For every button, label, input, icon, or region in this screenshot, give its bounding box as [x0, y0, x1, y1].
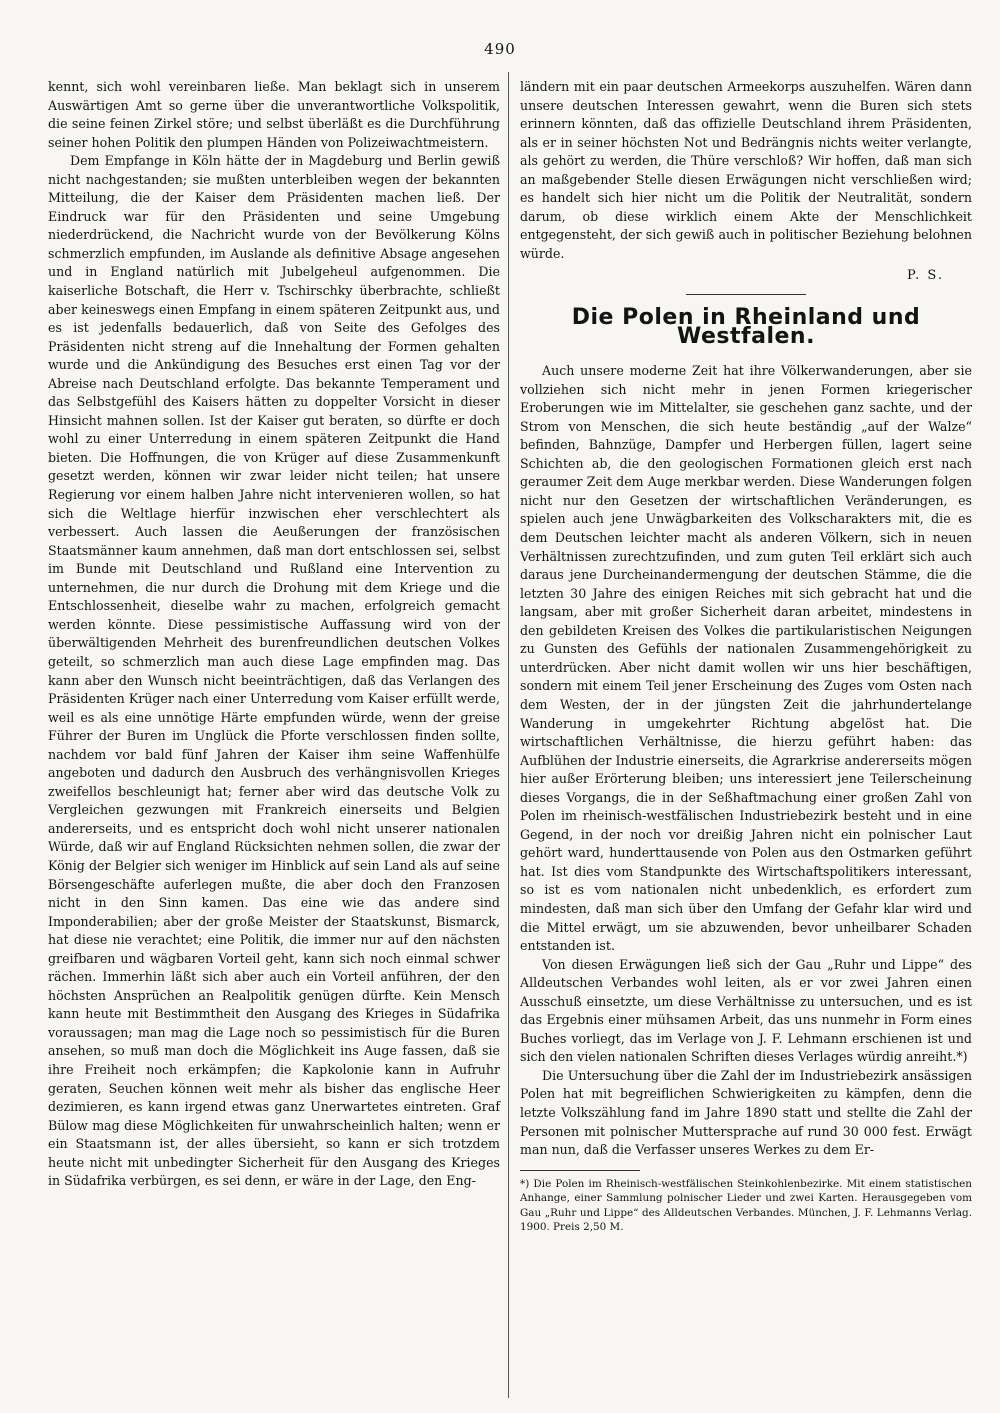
left-column — [48, 78, 500, 1191]
paragraph: Die Untersuchung über die Zahl der im Industriebezirk ansässigen Polen hat mit begreiflichen Schwierigkeiten zu kämpfen, denn die letzte Volkszählung fand im Jahre 1890 statt und stellte die Zahl der Personen mit polnischer Muttersprache auf rund 30 000 fest. Erwägt man nun, daß die Verfasser unseres Werkes zu dem Er- — [520, 1067, 972, 1158]
author-signature: P. S. — [907, 268, 944, 284]
right-column — [520, 78, 972, 1235]
paragraph: Dem Empfange in Köln hätte der in Magdeburg und Berlin gewiß nicht nachgestanden; sie mußten unterbleiben wegen der bekannten Mitteilung, die der Kaiser dem Präsidenten machen ließ. Der Eindruck war für den Präsidenten und seine Umgebung niederdrückend, die Nachricht wurde von der Bevölkerung Kölns schmerzlich empfunden, im Auslande als definitive Absage angesehen und in England natürlich mit Jubelgeheul aufgenommen. Die kaiserliche Botschaft, die Herr v. Tschirschky überbrachte, schließt aber keineswegs einen Empfang in einem späteren Zeitpunkt aus, und es ist jedenfalls bedauerlich, daß von Seite des Gefolges des Präsidenten nicht streng auf die Innehaltung der Formen gehalten wurde und die Ankündigung des Besuches erst einen Tag vor der Abreise nach Deutschland erfolgte. Das bekannte Temperament und das Selbstgefühl des Kaisers hätten zu doppelter Vorsicht in dieser Hinsicht mahnen sollen. Ist der Kaiser gut beraten, so dürfte er doch wohl zu einer Unterredung in einem späteren Zeitpunkt die Hand bieten. Die Hoffnungen, die von Krüger auf diese Zusammenkunft gesetzt werden, können wir zwar leider nicht teilen; hat unsere Regierung vor einem halben Jahre nicht intervenieren wollen, so hat sich die Weltlage hierfür inzwischen eher verschlechtert als verbessert. Auch lassen die Aeußerungen der französischen Staatsmänner kaum annehmen, daß man dort entschlossen sei, selbst im Bunde mit Deutschland und Rußland eine Intervention zu unternehmen, die nur durch die Drohung mit dem Kriege und die Entschlossenheit, dieselbe wahr zu machen, erfolgreich gemacht werden könnte. Diese pessimistische Auffassung wird von der überwältigenden Mehrheit des burenfreundlichen deutschen Volkes geteilt, so schmerzlich man auch diese Lage empfinden mag. Das kann aber den Wunsch nicht beeinträchtigen, daß das Verlangen des Präsidenten Krüger nach einer Unterredung vom Kaiser erfüllt werde, weil es als eine unnötige Härte empfunden würde, wenn der greise Führer der Buren im Unglück die Pforte verschlossen finden sollte, nachdem vor bald fünf Jahren der Kaiser ihm seine Waffenhülfe angeboten und dadurch den Ausbruch des verhängnisvollen Krieges zweifellos beschleunigt hat; ferner aber wird das deutsche Volk zu Vergleichen gezwungen mit Frankreich einerseits und Belgien andererseits, und es entspricht doch wohl nicht unserer nationalen Würde, daß wir auf England Rücksichten nehmen sollen, die zwar der König der Belgier sich weniger im Hinblick auf sein Land als auf seine Börsengeschäfte auferlegen mußte, die aber doch den Franzosen nicht in den Sinn kamen. Das eine wie das andere sind Imponderabilien; aber der große Meister der Staatskunst, Bismarck, hat diese nie verachtet; eine Politik, die immer nur auf den nächsten greifbaren und wägbaren Vorteil geht, kann sich noch einmal schwer rächen. Immerhin läßt sich aber auch ein Vorteil anführen, der den höchsten Ansprüchen an Realpolitik genügen dürfte. Kein Mensch kann heute mit Bestimmtheit den Ausgang des Krieges in Südafrika voraussagen; man mag die Lage noch so pessimistisch für die Buren ansehen, so muß man doch die Möglichkeit ins Auge fassen, daß sie ihre Freiheit noch erkämpfen; die Kapkolonie kann in Aufruhr geraten, Seuchen können weit mehr als bisher das englische Heer dezimieren, es kann irgend etwas ganz Unerwartetes eintreten. Graf Bülow mag diese Möglichkeiten für unwahrscheinlich halten; wenn er ein Staatsmann ist, der alles übersieht, so kann er sich trotzdem heute nicht mit unbedingter Sicherheit für den Ausgang des Krieges in Südafrika verbürgen, es sei denn, er wäre in der Lage, den Eng- — [48, 153, 500, 1189]
paragraph: kennt, sich wohl vereinbaren ließe. Man beklagt sich in unserem Auswärtigen Amt so gerne über die unverantwortliche Volkspolitik, die seine feinen Zirkel störe; und selbst überläßt es die Durchführung seiner hohen Politik den plumpen Händen von Polizeiwachtmeistern. — [48, 79, 500, 150]
footnote-rule — [520, 1170, 640, 1171]
paragraph: Auch unsere moderne Zeit hat ihre Völkerwanderungen, aber sie vollziehen sich nicht mehr in jenen Formen kriegerischer Eroberungen wie im Mittelalter, sie geschehen ganz sachte, und der Strom von Menschen, die sich heute beständig „auf der Walze“ befinden, Bahnzüge, Dampfer und Herbergen füllen, lagert seine Schichten ab, die den geologischen Formationen gleich erst nach geraumer Zeit dem Auge merkbar werden. Diese Wanderungen folgen nicht nur den Gesetzen der wirtschaftlichen Veränderungen, es spielen auch jene Unwägbarkeiten des Volkscharakters mit, die es dem Deutschen leichter macht als anderen Völkern, sich in neuen Verhältnissen zurechtzufinden, und zum guten Teil erklärt sich auch daraus jene Durcheinandermengung der deutschen Stämme, die die letzten 30 Jahre des einigen Reiches mit sich gebracht hat und die langsam, aber mit großer Sicherheit daran arbeitet, mindestens in den gebildeten Kreisen des Volkes die partikularistischen Neigungen zu Gunsten des Gefühls der nationalen Zusammengehörigkeit zu unterdrücken. Aber nicht damit wollen wir uns hier beschäftigen, sondern mit einem Teil jener Erscheinung des Zuges vom Osten nach dem Westen, der in der jüngsten Zeit die jahrhundertelange Wanderung in umgekehrter Richtung abgelöst hat. Die wirtschaftlichen Verhältnisse, die hierzu geführt haben: das Aufblühen der Industrie einerseits, die Agrarkrise andererseits mögen hier außer Erörterung bleiben; uns interessiert jene Teilerscheinung dieses Vorgangs, die in der Seßhaftmachung einer großen Zahl von Polen im rheinisch-westfälischen Industriebezirk besteht und in eine Gegend, in der noch vor dreißig Jahren nicht ein polnischer Laut gehört ward, hunderttausende von Polen aus den Ostmarken geführt hat. Ist dies vom Standpunkte des Wirtschaftspolitikers interessant, so ist es vom nationalen nicht unbedenklich, es erfordert zum mindesten, daß man sich über den Umfang der Gefahr klar wird und die Mittel erwägt, um sie abzuwenden, bevor unheilbarer Schaden entstanden ist. — [520, 363, 972, 954]
column-divider — [508, 72, 509, 1398]
article-title: Die Polen in Rheinland und Westfalen. — [571, 305, 921, 349]
paragraph: ländern mit ein paar deutschen Armeekorps auszuhelfen. Wären dann unsere deutschen Interessen gewahrt, wenn die Buren sich stets erinnern könnten, daß das offizielle Deutschland ihrem Präsidenten, als er in seiner höchsten Not und Bedrängnis nichts weiter verlangte, als gehört zu werden, die Thüre verschloß? Wir hoffen, daß man sich an maßgebender Stelle diesen Erwägungen nicht verschließen wird; es handelt sich hier nicht um die Politik der Neutralität, sondern darum, ob diese wirklich einem Akte der Menschlichkeit entgegensteht, der sich gewiß auch in politischer Beziehung belohnen würde. — [520, 79, 972, 261]
section-rule — [686, 294, 806, 295]
paragraph: Von diesen Erwägungen ließ sich der Gau „Ruhr und Lippe“ des Alldeutschen Verbandes wohl leiten, als er vor zwei Jahren einen Ausschuß einsetzte, um diese Verhältnisse zu untersuchen, und es ist das Ergebnis einer mühsamen Arbeit, das uns nunmehr in Form eines Buches vorliegt, das im Verlage von J. F. Lehmann erschienen ist und sich den vielen nationalen Schriften dieses Verlages würdig anreiht.*) — [520, 956, 972, 1065]
footnote: *) Die Polen im Rheinisch-westfälischen Steinkohlenbezirke. Mit einem statistischen Anhange, einer Sammlung polnischer Lieder und zwei Karten. Herausgegeben vom Gau „Ruhr und Lippe“ des Alldeutschen Verbandes. München, J. F. Lehmanns Verlag. 1900. Preis 2,50 M. — [520, 1177, 972, 1234]
page-number: 490 — [484, 40, 516, 58]
